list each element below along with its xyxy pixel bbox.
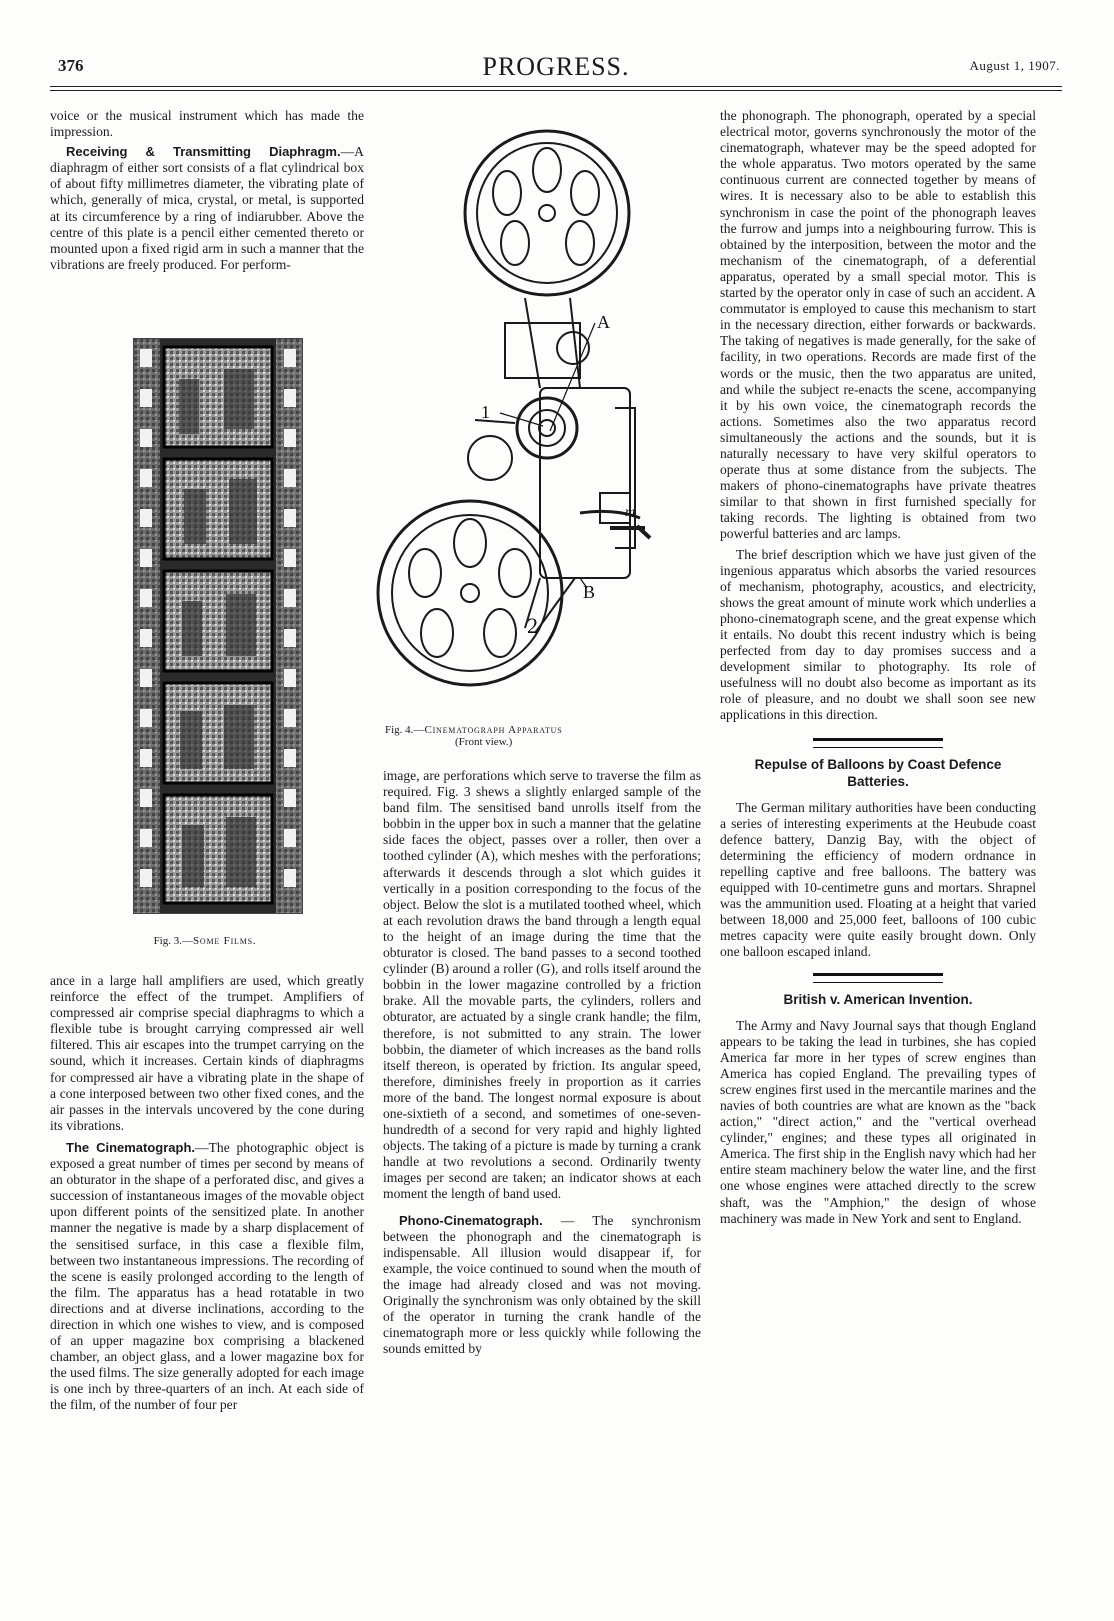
paragraph: The German military authorities have been conducting a series of interesting experiments at the Heubude coast defence battery, Danzig Bay, with the object of determining the efficiency of modern ordnance in repelling captive and free balloons. The battery was equipped with 10-centimetre guns and mortars. Shrapnel was the ammunition used. Floating at a height that varied between 18,000 and 25,000 feet, balloons of 100 cubic metres capacity were quite easily brought down. Only one balloon escaped inland. [720,799,1036,960]
paragraph: voice or the musical instrument which has made the impression. [50,108,364,140]
callout-1: 1 [481,402,490,422]
subheading-diaphragm: Receiving & Transmitting Diaphragm. [66,144,341,160]
column-2 [383,768,701,1361]
header-rule-thin [50,90,1062,91]
section-rule [813,973,943,983]
column-3 [720,108,1036,1231]
callout-b: B [583,582,596,602]
callout-2: 2 [527,613,538,638]
paragraph-diaphragm: Receiving & Transmitting Diaphragm.—A diaphragm of either sort consists of a flat cylindrical box of about fifty millimetres diameter, the vibrating plate of which, generally of mica, crystal, or metal, is supported at its circumference by a ring of indiarubber. Above the centre of this plate is a pencil either cemented thereto or mounted upon a fixed rigid arm in such a manner that the vibrations are freely produced. For perform- [50,144,364,272]
section-rule [813,738,943,748]
paragraph: The Army and Navy Journal says that though England appears to be taking the lead in turbines, she has copied America far more in her types of screw engines than America has copied England. The prevailing types of screw engines first used in the mercantile marines and the navies of both countries are what are known as the "back action," "direct action," and the "vertical overhead cylinder," engines; and these types all originated in America. The first ship in the English navy which had her entire steam machinery below the water line, and the first one whose engines were attached directly to the screw shaft, was the "Amphion," the design of whose machinery was made in New York and sent to England. [720,1017,1036,1226]
cinematograph-apparatus-figure [375,108,695,718]
running-title: PROGRESS. [482,52,630,81]
column-1-top [50,108,364,277]
callout-a: A [597,312,610,332]
paragraph: the phonograph. The phonograph, operated by a special electrical motor, governs synchronously the motor of the cinematograph, whatever may be the speed adopted for the whole apparatus. Two motors operated by the same continuous current are connected together by means of wires. It is necessary also to be able to establish this synchronism in case the point of the phonograph leaves the furrow and jumps into a neighbouring furrow. This is obtained by the interposition, between the motor and the mechanism of the cinematograph, of a deferential apparatus, operated by a small special motor. This is started by the operator only in case of such an accident. A commutator is employed to cause this mechanism to start in the necessary direction, either forwards or backwards. The taking of negatives is made generally, for the sake of facility, in two operations. Records are made first of the words or the music, then the two apparatus are united, and while the subject re-enacts the scene, accompanying it by his own voice, the cinematograph records the actions. Sometimes also the two apparatus record simultaneously the actions and the sounds, but it is naturally necessary to have very skilful operators to operate thus at some distance from the subjects. The makers of phono-cinematographs have private theatres similar to that shown in first furnished specially for taking records. The lighting is obtained from two powerful batteries and arc lamps. [720,108,1036,542]
paragraph: image, are perforations which serve to traverse the film as required. Fig. 3 shews a slightly enlarged sample of the band film. The sensitised band unrolls itself from the bobbin in the upper box in such a manner that the gelatine side faces the object, passes over a roller, then over a toothed cylinder (A), which meshes with the perforations; afterwards it descends through a slot which guides it vertically in a position corresponding to the focus of the object. Below the slot is a mutilated toothed wheel, which at each revolution draws the band through a length equal to the height of an image during the time that the obturator is closed. The band passes to a second toothed cylinder (B) around a roller (G), and rolls itself around the bobbin in the lower magazine controlled by a friction brake. All the movable parts, the cylinders, rollers and obturator, are actuated by a single crank handle; the film, therefore, is not submitted to any strain. The lower bobbin, the diameter of which increases as the band rolls itself thereon, is operated by friction. Its angular speed, therefore, diminishes freely in proportion as it carries more of the band. The longest normal exposure is about one-sixtieth of a second, and sometimes of one-seven-hundredth of a second for very rapid and highly lighted objects. The taking of a picture is made by turning a crank handle at two revolutions a second. Ordinarily twenty images per second are taken; an indicator shows at each moment the length of band used. [383,768,701,1202]
header-rule [50,86,1062,87]
film-strip-figure [133,338,303,914]
subheading-cinematograph: The Cinematograph. [66,1139,196,1155]
figure-4-caption: Fig. 4.—Cinematograph Apparatus (Front view.) [385,724,650,748]
figure-3-caption: Fig. 3.—Some Films. [153,935,257,947]
callout-m: m [625,505,636,520]
heading-balloons: Repulse of Balloons by Coast Defence Batteries. [754,756,1002,789]
paragraph: ance in a large hall amplifiers are used, which greatly reinforce the effect of the trumpet. Amplifiers of compressed air comprise special diaphragms to which a flexible tube is brought carrying compressed air well filtered. This air escapes into the trumpet carrying on the sound, which it increases. Certain kinds of diaphragms for compressed air have a vibrating plate in the shape of a cone interposed between two other fixed cones, and the air passes in the intervals uncovered by the cone during its vibrations. [50,973,364,1133]
paragraph: The brief description which we have just given of the ingenious apparatus which absorbs the varied resources of mechanism, photography, acoustics, and electricity, shows the great amount of minute work which underlies a phono-cinematograph scene, and the great expense which it entails. No doubt this recent industry which is being perfected from day to day promises success and a development similar to photography. Its role of usefulness will no doubt also become as important as its role of pleasure, and no doubt we shall soon see new applications in this direction. [720,546,1036,723]
paragraph-cinematograph: The Cinematograph.—The photographic object is exposed a great number of times per second by means of an obturator in the shape of a perforated disc, and gives a succession of instantaneous images of the movable object upon different points of the sensitized plate. In another manner the negative is made by a sharp displacement of the sensitised surface, in this case a flexible film, between two instantaneous impressions. The recording of the scene is easily prolonged according to the length of the film. The apparatus has a head rotatable in two directions and at diverse inclinations, according to the direction in which one wishes to view, and is composed of an upper magazine box comprising a blackened chamber, an object glass, and a lower magazine box for the used films. The size generally adopted for each image is one inch by three-quarters of an inch. At each side of the film, of the number of four per [50,1139,364,1413]
subheading-phono-cinematograph: Phono-Cinematograph. [399,1212,543,1228]
column-1-bottom [50,973,364,1418]
film-strip-image [134,339,302,913]
issue-date: August 1, 1907. [969,58,1060,73]
page-number: 376 [58,56,84,75]
paragraph-phono: Phono-Cinematograph. — The synchronism between the phonograph and the cinematograph is indispensable. All illusion would disappear if, for example, the voice continued to sound when the mouth of the image had already closed and was not moving. Originally the synchronism was only obtained by the skill of the operator in turning the crank handle of the cinematograph more or less quickly while following the sounds emitted by [383,1212,701,1357]
figure-4-subcaption: (Front view.) [455,736,513,748]
heading-invention: British v. American Invention. [783,991,973,1007]
